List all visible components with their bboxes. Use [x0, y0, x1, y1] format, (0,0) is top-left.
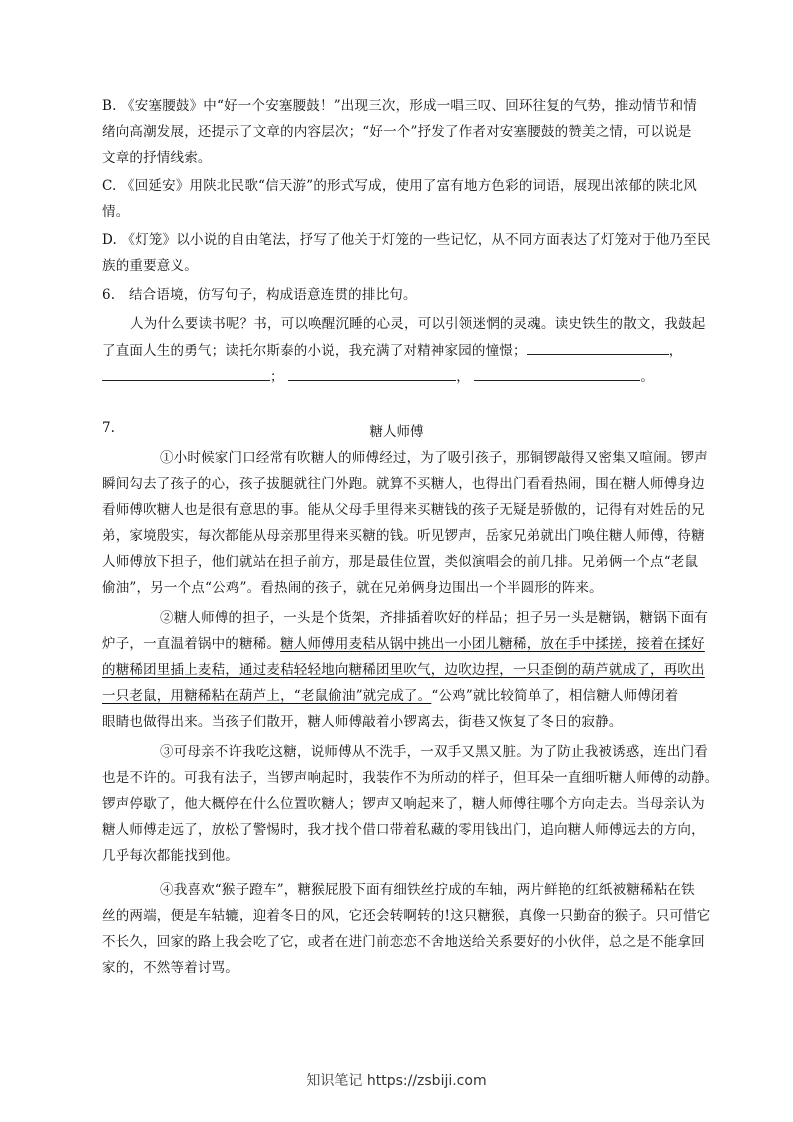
option-c-line-2: 情。: [102, 204, 130, 220]
paragraph-1-line: 人师傅放下担子，他们就站在担子前方，那是最佳位置，类似演唱会的前几排。兄弟俩一个点“老鼠: [102, 554, 699, 570]
paragraph-3-line: 也是不许的。可我有法子，当锣声响起时，我装作不为所动的样子，但耳朵一直细听糖人师傅的动静。: [102, 770, 719, 786]
paragraph-2-text: “公鸡”就比较简单了，相信糖人师傅闭着: [431, 688, 679, 704]
paragraph-2-line: 眼睛也做得出来。当孩子们散开，糖人师傅敲着小锣离去，街巷又恢复了冬日的寂静。: [102, 714, 623, 730]
underlined-sentence: 的糖稀团里插上麦秸，通过麦秸轻轻地向糖稀团里吹气，边吹边捏，一只歪倒的葫芦就成了，再吹出: [102, 662, 705, 678]
option-b-line-3: 文章的抒情线索。: [102, 150, 212, 166]
underlined-sentence: 糖人师傅用麦秸从锅中挑出一小团儿糖稀，放在手中揉搓，接着在揉好: [280, 636, 705, 652]
paragraph-3-line: ③可母亲不许我吃这糖，说师傅从不洗手，一双手又黑又脏。为了防止我被诱惑，连出门看: [160, 744, 708, 760]
paragraph-3-line: 锣声停歇了，他大概停在什么位置吹糖人；锣声又响起来了，糖人师傅往哪个方向走去。当母亲认为: [102, 796, 705, 812]
paragraph-1-line: 弟，家境殷实，每次都能从母亲那里得来买糖的钱。听见锣声，岳家兄弟就出门唤住糖人师傅，待糖: [102, 528, 705, 544]
paragraph-1-line: ①小时候家门口经常有吹糖人的师傅经过，为了吸引孩子，那铜锣敲得又密集又喧闹。锣声: [160, 450, 708, 466]
paragraph-2-line: [102, 686, 722, 706]
question-6-prompt: 6. 结合语境，仿写句子，构成语意连贯的排比句。: [102, 287, 417, 303]
answer-blank-3[interactable]: [288, 366, 456, 381]
paragraph-4-line: ④我喜欢“猴子蹬车”，糖猴屁股下面有细铁丝拧成的车轴，两片鲜艳的红纸被糖稀粘在铁: [160, 882, 695, 898]
paragraph-3-line: 糖人师傅走远了，放松了警惕时，我才找个借口带着私藏的零用钱出门，追向糖人师傅远去的方向，: [102, 822, 705, 838]
question-6-text-line-1: 人为什么要读书呢？书，可以唤醒沉睡的心灵，可以引领迷惘的灵魂。读史铁生的散文，我鼓起: [130, 316, 706, 332]
paragraph-4-line: 丝的两端，便是车轱辘，迎着冬日的风，它还会转啊转的!这只糖猴，真像一只勤奋的猴子。只可惜它: [102, 908, 711, 924]
paragraph-2-line: ②糖人师傅的担子，一头是个货架，齐排插着吹好的样品；担子另一头是糖锅，糖锅下面有: [160, 610, 708, 626]
paragraph-2-text: 炉子，一直温着锅中的糖稀。: [102, 636, 281, 652]
paragraph-1-line: 偷油”，另一个点“公鸡”。看热闹的孩子，就在兄弟俩身边围出一个半圆形的阵来。: [102, 580, 603, 596]
paragraph-1-line: 看师傅吹糖人也是很有意思的事。能从父母手里得来买糖钱的孩子无疑是骄傲的，记得有对姓岳的兄: [102, 502, 705, 518]
question-6-line-2-text: 了直面人生的勇气；读托尔斯泰的小说，我充满了对精神家园的憧憬；: [102, 343, 527, 359]
question-7-number: 7.: [102, 420, 115, 436]
paragraph-1-line: 瞬间勾去了孩子的心，孩子拔腿就往门外跑。就算不买糖人，也得出门看看热闹，围在糖人师傅身边: [102, 476, 705, 492]
comma-2: ，: [456, 369, 470, 385]
answer-blank-1[interactable]: [527, 340, 669, 355]
passage-title: 糖人师傅: [369, 424, 424, 440]
paragraph-4-line: 家的，不然等着讨骂。: [102, 960, 239, 976]
period: 。: [640, 369, 655, 385]
option-d-line-2: 族的重要意义。: [102, 258, 198, 274]
answer-blank-4[interactable]: [474, 366, 640, 381]
answer-blank-2[interactable]: [102, 366, 270, 381]
option-d-line-1: D. 《灯笼》以小说的自由笔法，抒写了他关于灯笼的一些记忆，从不同方面表达了灯笼对于他乃至民: [102, 232, 711, 248]
question-6-blanks-line: [102, 366, 722, 387]
semicolon: ；: [270, 369, 284, 385]
underlined-sentence: 一只老鼠，用糖稀粘在葫芦上，“老鼠偷油”就完成了。: [102, 688, 432, 704]
option-b-line-1: B. 《安塞腰鼓》中“好一个安塞腰鼓！”出现三次，形成一唱三叹、回环往复的气势，推动情节和情: [102, 98, 698, 114]
paragraph-4-line: 不长久，回家的路上我会吃了它，或者在进门前恋恋不舍地送给关系要好的小伙伴，总之是不能拿回: [102, 934, 705, 950]
question-6-text-line-2: [102, 340, 722, 361]
comma: ，: [668, 343, 683, 359]
paragraph-2-line: [102, 660, 722, 680]
paragraph-3-line: 几乎每次都能找到他。: [102, 848, 239, 864]
paragraph-2-line: [102, 634, 722, 654]
footer-watermark[interactable]: 知识笔记 https://zsbiji.com: [306, 1073, 487, 1089]
option-b-line-2: 绪向高潮发展，还提示了文章的内容层次；“好一个”抒发了作者对安塞腰鼓的赞美之情，可以说是: [102, 124, 692, 140]
option-c-line-1: C. 《回延安》用陕北民歌“信天游”的形式写成，使用了富有地方色彩的词语，展现出浓郁的陕北风: [102, 178, 697, 194]
